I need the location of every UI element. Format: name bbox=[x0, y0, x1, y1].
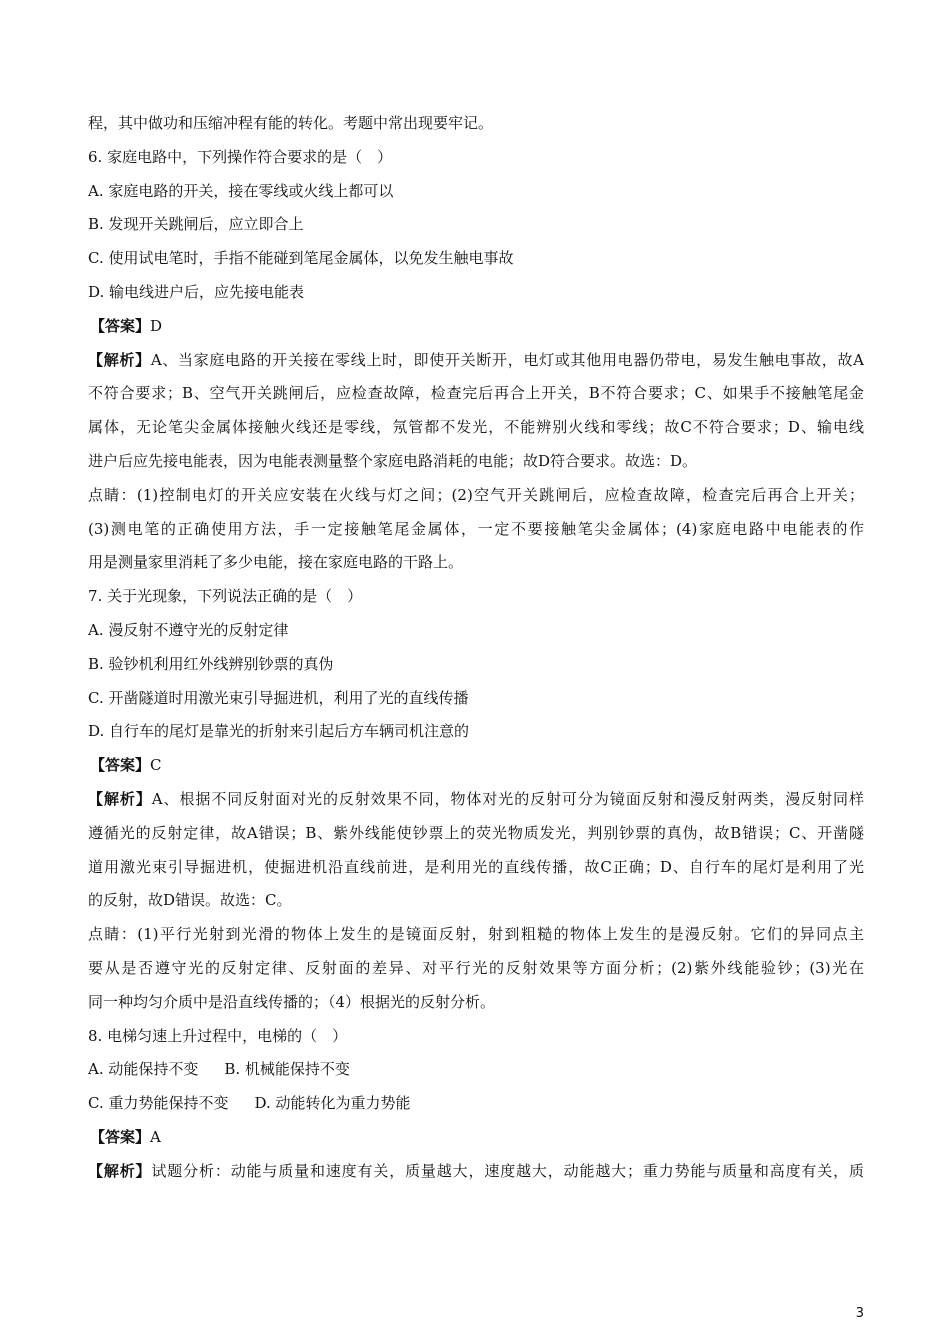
question-6 bbox=[88, 141, 864, 580]
analysis-tag: 【解析】 bbox=[88, 789, 152, 808]
answer-line bbox=[88, 310, 864, 344]
analysis-line: 遵循光的反射定律，故A错误；B、紫外线能使钞票上的荧光物质发光，判别钞票的真伪，故B错误；C、开凿隧 bbox=[88, 823, 864, 842]
option-b: B. 发现开关跳闸后，应立即合上 bbox=[88, 215, 304, 234]
comment bbox=[88, 479, 864, 580]
analysis bbox=[88, 783, 864, 918]
analysis-text: A、当家庭电路的开关接在零线上时，即使开关断开，电灯或其他用电器仍带电，易发生触电事故，故A bbox=[150, 350, 864, 369]
analysis-line: 不符合要求；B、空气开关跳闸后，应检查故障，检查完后再合上开关，B不符合要求；C、如果手不接触笔尾金 bbox=[88, 384, 864, 403]
continuation-line: 程，其中做功和压缩冲程有能的转化。考题中常出现要牢记。 bbox=[88, 114, 494, 132]
options-row-1 bbox=[88, 1053, 864, 1087]
option-b: B. 验钞机利用红外线辨别钞票的真伪 bbox=[88, 654, 334, 673]
analysis-line bbox=[88, 783, 864, 817]
option-a: A. 动能保持不变 bbox=[88, 1060, 199, 1079]
answer-tag: 【答案】 bbox=[90, 316, 151, 335]
analysis-line bbox=[88, 344, 864, 378]
comment-line: 点睛：(1)平行光射到光滑的物体上发生的是镜面反射，射到粗糙的物体上发生的是漫反射。它们的异同点主 bbox=[88, 925, 864, 944]
option-a: A. 漫反射不遵守光的反射定律 bbox=[88, 620, 289, 639]
analysis-tag: 【解析】 bbox=[88, 350, 151, 369]
answer-tag: 【答案】 bbox=[90, 756, 151, 775]
comment bbox=[88, 918, 864, 1019]
analysis-line: 属体，无论笔尖金属体接触火线还是零线，氖管都不发光，不能辨别火线和零线；故C不符合要求；D、输电线 bbox=[88, 418, 864, 437]
comment-line: 用是测量家里消耗了多少电能，接在家庭电路的干路上。 bbox=[88, 553, 464, 572]
analysis bbox=[88, 1155, 864, 1189]
question-stem: 6. 家庭电路中，下列操作符合要求的是（ ） bbox=[88, 147, 393, 166]
analysis-line: 道用激光束引导掘进机，使掘进机沿直线前进，是利用光的直线传播，故C正确；D、自行车的尾灯是利用了光 bbox=[88, 857, 864, 876]
answer-line bbox=[88, 749, 864, 783]
answer-value: A bbox=[150, 1127, 161, 1146]
question-8 bbox=[88, 1020, 864, 1189]
analysis-line: 进户后应先接电能表，因为电能表测量整个家庭电路消耗的电能；故D符合要求。故选：D。 bbox=[88, 451, 698, 470]
analysis-text: A、根据不同反射面对光的反射效果不同，物体对光的反射可分为镜面反射和漫反射两类，漫反射同样 bbox=[151, 789, 864, 808]
answer-value: D bbox=[150, 316, 163, 335]
option-d: D. 动能转化为重力势能 bbox=[254, 1094, 411, 1113]
analysis-text: 试题分析：动能与质量和速度有关，质量越大，速度越大，动能越大；重力势能与质量和高度有关，质 bbox=[151, 1161, 864, 1180]
option-c: C. 重力势能保持不变 bbox=[88, 1094, 229, 1113]
answer-line bbox=[88, 1121, 864, 1155]
option-d: D. 自行车的尾灯是靠光的折射来引起后方车辆司机注意的 bbox=[88, 722, 470, 741]
analysis bbox=[88, 344, 864, 479]
answer-tag: 【答案】 bbox=[90, 1127, 151, 1146]
option-b: B. 机械能保持不变 bbox=[224, 1060, 350, 1079]
analysis-tag: 【解析】 bbox=[88, 1161, 152, 1180]
question-stem: 8. 电梯匀速上升过程中，电梯的（ ） bbox=[88, 1026, 348, 1045]
analysis-line bbox=[88, 1155, 864, 1189]
answer-value: C bbox=[150, 756, 162, 775]
question-7 bbox=[88, 580, 864, 1019]
comment-line: 同一种均匀介质中是沿直线传播的；（4）根据光的反射分析。 bbox=[88, 992, 496, 1011]
options-row-2 bbox=[88, 1087, 864, 1121]
comment-line: (3)测电笔的正确使用方法，手一定接触笔尾金属体，一定不要接触笔尖金属体；(4)家庭电路中电能表的作 bbox=[88, 519, 864, 538]
document-body bbox=[88, 107, 864, 1189]
question-stem: 7. 关于光现象，下列说法正确的是（ ） bbox=[88, 587, 363, 606]
analysis-line: 的反射，故D错误。故选：C。 bbox=[88, 891, 292, 910]
option-c: C. 开凿隧道时用激光束引导掘进机，利用了光的直线传播 bbox=[88, 688, 469, 707]
comment-line: 点睛：(1)控制电灯的开关应安装在火线与灯之间；(2)空气开关跳闸后，应检查故障，检查完后再合上开关； bbox=[88, 485, 864, 504]
option-a: A. 家庭电路的开关，接在零线或火线上都可以 bbox=[88, 181, 394, 200]
option-d: D. 输电线进户后，应先接电能表 bbox=[88, 282, 305, 301]
page-number: 3 bbox=[855, 1306, 864, 1321]
option-c: C. 使用试电笔时，手指不能碰到笔尾金属体，以免发生触电事故 bbox=[88, 249, 514, 268]
comment-line: 要从是否遵守光的反射定律、反射面的差异、对平行光的反射效果等方面分析；(2)紫外线能验钞；(3)光在 bbox=[88, 958, 864, 977]
